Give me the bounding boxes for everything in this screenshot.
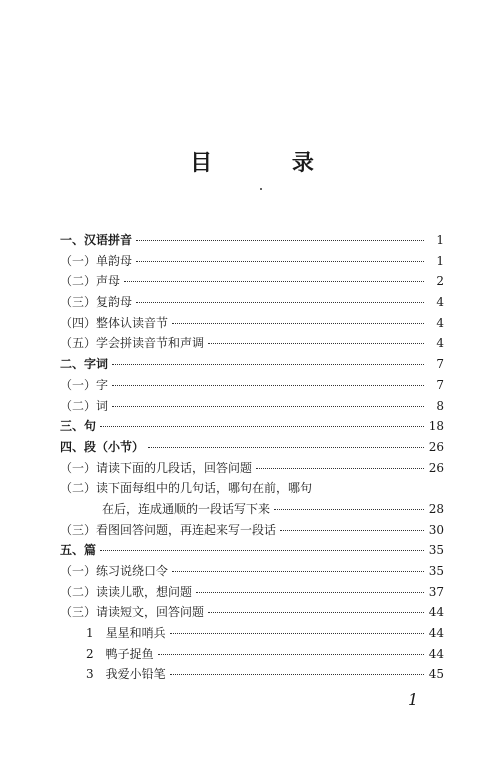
toc-entry-label: （二）读读儿歌，想问题 xyxy=(60,584,193,599)
dot-leader xyxy=(170,633,424,634)
toc-entry-page: 44 xyxy=(428,646,444,661)
dot-leader xyxy=(100,550,424,551)
page-number: 1 xyxy=(408,690,419,709)
toc-entry-page: 4 xyxy=(436,315,444,330)
dot-leader xyxy=(172,323,424,324)
toc-entry-page: 7 xyxy=(436,357,444,372)
toc-entry[interactable] xyxy=(60,561,444,582)
toc-entry-page: 2 xyxy=(436,274,444,289)
dot-leader xyxy=(274,509,424,510)
toc-entry[interactable] xyxy=(60,664,444,685)
toc-entry-page: 1 xyxy=(436,253,444,268)
dot-leader xyxy=(170,674,424,675)
toc-entry-page: 37 xyxy=(428,584,444,599)
toc-entry-page: 35 xyxy=(428,543,444,558)
toc-entry-label: （一）请读下面的几段话，回答问题 xyxy=(60,460,253,475)
toc-entry-label: 三、句 xyxy=(60,419,97,434)
toc-entry-label: 在后，连成通顺的一段话写下来 xyxy=(102,501,271,516)
dot-leader xyxy=(196,592,424,593)
toc-entry-label: 2 鸭子捉鱼 xyxy=(86,646,154,661)
dot-leader xyxy=(112,385,424,386)
dot-leader xyxy=(172,571,424,572)
toc-entry-page: 44 xyxy=(428,626,444,641)
toc-entry-page: 44 xyxy=(428,605,444,620)
toc-entry[interactable] xyxy=(60,478,444,499)
toc-entry-label: 3 我爱小铅笔 xyxy=(86,667,166,682)
toc-entry-label: （二）声母 xyxy=(60,274,121,289)
toc-entry[interactable] xyxy=(60,458,444,479)
dot-leader xyxy=(280,530,424,531)
dot-leader xyxy=(148,447,424,448)
toc-entry-label: 一、汉语拼音 xyxy=(60,233,133,247)
toc-entry-page: 26 xyxy=(428,460,444,475)
toc-entry-label: （一）单韵母 xyxy=(60,253,133,268)
table-of-contents xyxy=(60,230,444,685)
dot-leader xyxy=(136,240,424,241)
toc-entry-label: （三）请读短文，回答问题 xyxy=(60,605,205,620)
toc-entry-page: 26 xyxy=(428,439,444,454)
toc-entry[interactable] xyxy=(60,333,444,354)
toc-entry-page: 4 xyxy=(436,295,444,310)
toc-entry-page: 7 xyxy=(436,377,444,392)
toc-entry-label: （四）整体认读音节 xyxy=(60,315,169,330)
toc-entry[interactable] xyxy=(60,251,444,272)
toc-entry-label: （三）复韵母 xyxy=(60,295,133,310)
toc-entry-label: （一）字 xyxy=(60,377,109,392)
toc-entry-label: （二）读下面每组中的几句话，哪句在前，哪句 xyxy=(60,481,313,496)
stray-dot xyxy=(260,188,262,190)
toc-entry-page: 45 xyxy=(428,667,444,682)
dot-leader xyxy=(208,612,424,613)
toc-entry-label: （一）练习说绕口令 xyxy=(60,564,169,578)
toc-entry[interactable] xyxy=(60,354,444,375)
toc-entry[interactable] xyxy=(60,602,444,623)
toc-entry[interactable] xyxy=(60,437,444,458)
toc-entry-label: （二）词 xyxy=(60,398,109,413)
toc-entry-page: 35 xyxy=(428,564,444,578)
toc-entry-label: （三）看图回答问题，再连起来写一段话 xyxy=(60,522,277,537)
toc-entry-page: 30 xyxy=(428,522,444,537)
toc-entry[interactable] xyxy=(60,396,444,417)
toc-entry-label: 五、篇 xyxy=(60,543,97,558)
dot-leader xyxy=(136,261,424,262)
toc-entry[interactable] xyxy=(60,540,444,561)
toc-entry-label: 1 星星和哨兵 xyxy=(86,626,166,641)
dot-leader xyxy=(112,364,424,365)
dot-leader xyxy=(100,426,424,427)
dot-leader xyxy=(112,406,424,407)
toc-entry[interactable] xyxy=(60,623,444,644)
toc-entry[interactable] xyxy=(60,230,444,251)
dot-leader xyxy=(124,281,424,282)
toc-entry[interactable] xyxy=(60,375,444,396)
toc-entry[interactable] xyxy=(60,292,444,313)
toc-entry-page: 1 xyxy=(436,233,444,247)
toc-entry-page: 18 xyxy=(428,419,444,434)
toc-entry-continuation[interactable] xyxy=(60,499,444,520)
toc-entry-page: 8 xyxy=(436,398,444,413)
toc-entry[interactable] xyxy=(60,582,444,603)
dot-leader xyxy=(256,468,424,469)
toc-entry-label: （五）学会拼读音节和声调 xyxy=(60,336,205,351)
dot-leader xyxy=(208,343,424,344)
toc-entry[interactable] xyxy=(60,313,444,334)
toc-entry[interactable] xyxy=(60,644,444,665)
toc-entry[interactable] xyxy=(60,416,444,437)
toc-entry-label: 二、字词 xyxy=(60,357,109,372)
toc-entry-label: 四、段（小节） xyxy=(60,439,145,454)
dot-leader xyxy=(136,302,424,303)
page-title: 目 录 xyxy=(190,150,350,176)
dot-leader xyxy=(158,654,424,655)
toc-entry[interactable] xyxy=(60,271,444,292)
toc-entry-page: 28 xyxy=(428,501,444,516)
toc-entry[interactable] xyxy=(60,520,444,541)
toc-entry-page: 4 xyxy=(436,336,444,351)
